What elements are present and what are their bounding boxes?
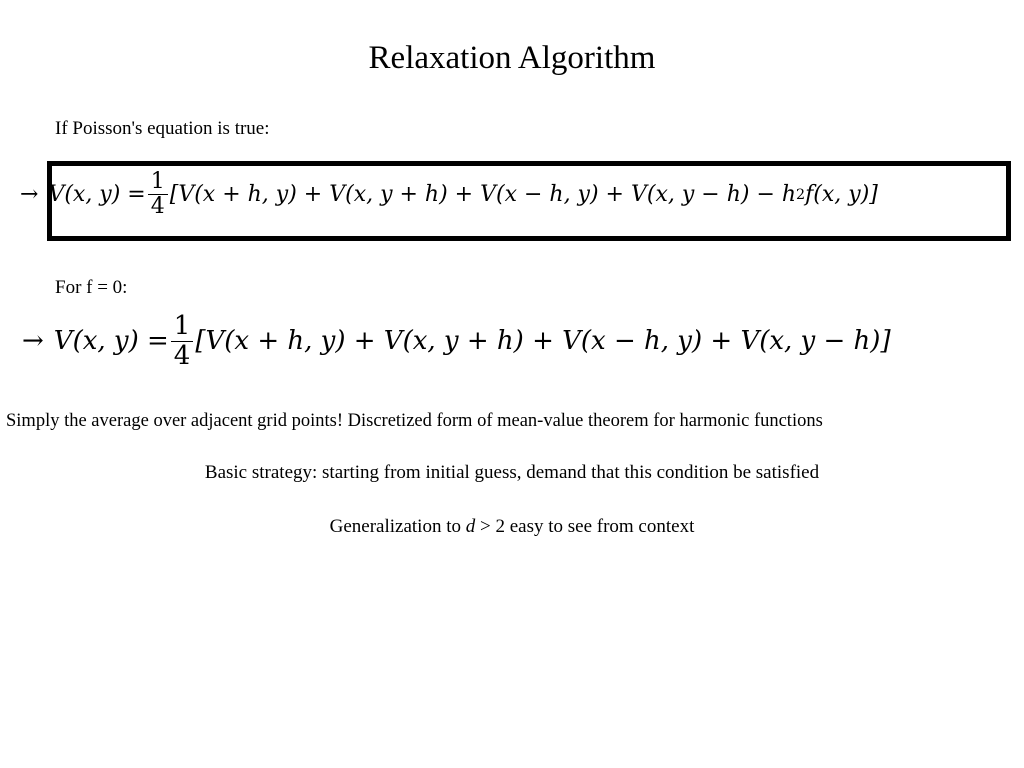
relaxation-equation-with-source (20, 170, 878, 219)
fraction-denominator: 4 (173, 340, 191, 371)
f-zero-label: For f = 0: (55, 277, 128, 298)
exponent: 2 (796, 186, 806, 203)
fraction-denominator: 4 (150, 194, 165, 220)
fraction-one-quarter (148, 170, 168, 219)
equation-lhs: V(x, y) = (48, 182, 146, 208)
equation-rhs-tail: f(x, y)] (805, 182, 878, 208)
slide-title: Relaxation Algorithm (368, 40, 656, 76)
equation-rhs: [V(x + h, y) + V(x, y + h) + V(x − h, y) + V(x, y − h) − h (169, 182, 797, 208)
fraction-numerator: 1 (148, 170, 168, 195)
generalization-suffix: > 2 easy to see from context (475, 516, 695, 537)
generalization-prefix: Generalization to (329, 516, 466, 537)
implies-arrow: → (20, 182, 39, 208)
equation-lhs: V(x, y) = (53, 326, 169, 357)
dimension-variable: d (465, 516, 476, 537)
equation-rhs: [V(x + h, y) + V(x, y + h) + V(x − h, y) + V(x, y − h)] (195, 326, 891, 357)
implies-arrow: → (22, 326, 44, 357)
strategy-statement: Basic strategy: starting from initial guess, demand that this condition be satisfied (204, 462, 820, 483)
relaxation-equation-laplace (22, 312, 891, 370)
fraction-numerator: 1 (171, 312, 194, 342)
average-statement: Simply the average over adjacent grid points! Discretized form of mean-value theorem for harmonic functions (6, 411, 823, 431)
generalization-statement (0, 515, 1024, 539)
poisson-label: If Poisson's equation is true: (55, 118, 270, 139)
fraction-one-quarter (171, 312, 194, 370)
